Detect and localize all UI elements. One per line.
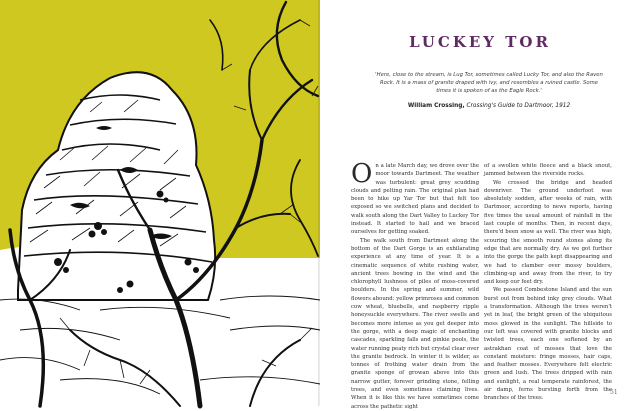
epigraph <box>374 71 604 110</box>
chapter-title: LUCKEY TOR <box>409 33 551 51</box>
body-paragraph: We passed Combestone Island and the sun burst out from behind inky grey clouds. What a transformation. Although the trees weren't yet in leaf, the bright green of the ubiquitous moss glowed in the sunlight. The hillside to our left was covered with granite blocks and twisted trees, each one softened by an astrakhan coat of mosses that love the constant moisture: fringe mosses, hair caps, and feather mosses. Everywhere felt electric green and lush. The trees dripped with rain and sunlight, a real temperate rainforest, the air damp, ferns bursting forth from the branches of the trees. <box>484 287 612 402</box>
body-column-right <box>484 162 612 402</box>
body-paragraph <box>351 159 479 237</box>
illustration-page <box>0 0 320 406</box>
drop-cap: O <box>351 159 373 189</box>
paragraph-text: n a late March day, we drove over the moor towards Dartmeet. The weather was turbulent: great grey scudding clouds and pelting rain. The original plan had been to hike up Yar Tor but that felt too exposed so we switched plans and decided to walk south along the Dart Valley to Luckey Tor instead. It started to hail and we braced ourselves for getting soaked. <box>351 163 479 236</box>
body-paragraph: The walk south from Dartmeet along the bottom of the Dart Gorge is an exhilarating experience at any time of year. It is a cinematic sequence of white rushing water, ancient trees bowing in the wind and the chlorophyll lushness of piles of moss-covered boulders. In the spring and summer, wild flowers abound: yellow primroses and common cow wheat, bluebells, and raspberry ripple honeysuckle everywhere. The river swells and becomes more intense as you get deeper into the gorge, with a deep magic of enchanting cascades, sparkling falls and pinkie pools, the water running peaty rich but crystal clear over the granite bedrock. In winter it is wilder, as tonnes of frothing water drain from the granite sponge of growan above into this narrow gutter, forever grinding stone, felling trees, and even sometimes claiming lives. When it is like this we have sometimes come across the pathetic sight <box>351 237 479 410</box>
tor-illustration <box>0 0 320 406</box>
attribution-source: Crossing's Guide to Dartmoor, 1912 <box>466 103 571 109</box>
body-column-left <box>351 159 479 410</box>
text-page <box>320 0 640 410</box>
page-number: 51 <box>610 389 618 396</box>
epigraph-quote: 'Here, close to the stream, is Lug Tor, sometimes called Lucky Tor, and also the Raven Rock. It is a mass of granite draped with ivy, and resembles a ruined castle. Some times it is spoken of as the Eagle Rock.' <box>375 72 603 94</box>
epigraph-attribution <box>374 102 604 110</box>
attribution-author: William Crossing, <box>407 103 465 109</box>
body-paragraph: of a swollen white fleece and a black snout, jammed between the riverside rocks. <box>484 163 612 178</box>
body-paragraph: We crossed the bridge and headed downriver. The ground underfoot was absolutely sodden, after weeks of rain, with Dartmoor, according to news reports, having five times the usual amount of rainfall in the last couple of months. Then, in recent days, there'd been snow as well. The river was high, scouring the smooth round stones along its edge that are normally dry. As we got further into the gorge the path kept disappearing and we had to clamber over mossy boulders, climbing-up and away from the river, to try and keep our feet dry. <box>484 179 612 286</box>
